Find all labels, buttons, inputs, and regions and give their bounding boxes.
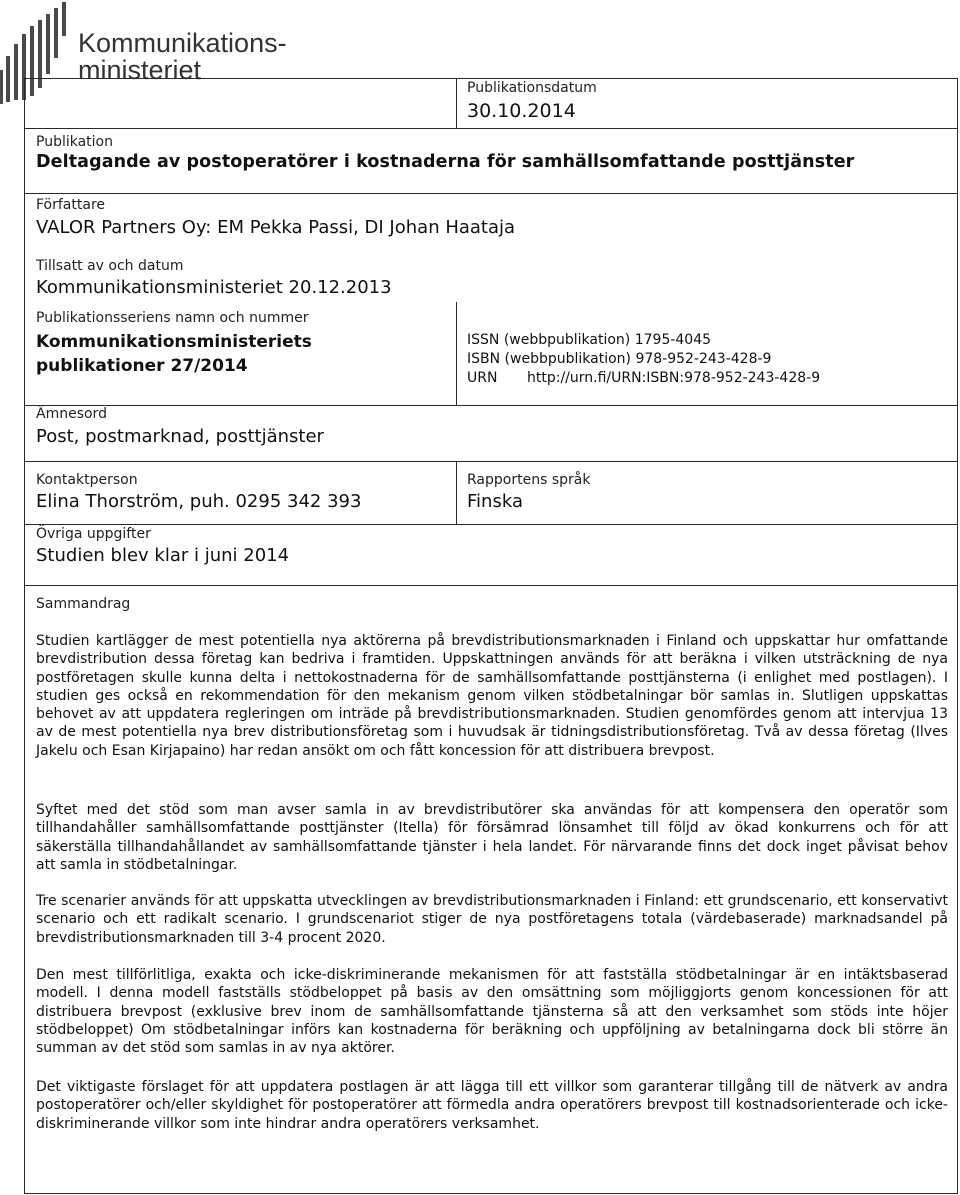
urn-label: URN xyxy=(467,370,498,386)
urn-link[interactable]: http://urn.fi/URN:ISBN:978-952-243-428-9 xyxy=(527,370,821,386)
publication-label: Publikation xyxy=(36,134,113,150)
summary-paragraph: Syftet med det stöd som man avser samla in av brevdistributörer ska användas för att kompensera den operatör som tillhandahåller samhällsomfattande posttjänster (Itella) för försämrad lönsamhet till följd av ökad konkurrens och för att säkerställa tillhandahållandet av samhällsomfattande tjänster i hela landet. För närvarande finns det dock inget påvisat behov att samla in stödbetalningar. xyxy=(36,802,948,873)
language-value: Finska xyxy=(467,491,523,512)
logo-line-2: ministeriet xyxy=(78,55,202,85)
author-label: Författare xyxy=(36,197,106,213)
author-value: VALOR Partners Oy: EM Pekka Passi, DI Johan Haataja xyxy=(36,217,516,238)
issn-value: ISSN (webbpublikation) 1795-4045 xyxy=(467,332,712,348)
isbn-value: ISBN (webbpublikation) 978-952-243-428-9 xyxy=(467,351,772,367)
summary-paragraph: Studien kartlägger de mest potentiella nya aktörerna på brevdistributionsmarknaden i Finland och uppskattar hur omfattande brevdistribution dessa företag kan bedriva i framtiden. Uppskattningen används för att beräkna i vilken utsträckning de nya postföretagen skulle kunna delta i nettokostnaderna för de samhällsomfattande posttjänsterna (i enlighet med postlagen). I studien ges också en rekommendation för den mekanism genom vilken stödbetalningar bör samlas in. Slutligen uppskattas behovet av att uppdatera regleringen om inträde på brevdistributionsmarknaden. Studien genomfördes genom att intervjua 13 av de mest potentiella nya brev distributionsföretag som i huvudsak är tidningsdistributionsföretag. Två av dessa företag (Ilves Jakelu och Esan Kirjapaino) har redan ansökt om och fått koncession för att distribuera brevpost. xyxy=(36,633,948,759)
summary-paragraph: Den mest tillförlitliga, exakta och icke-diskriminerande mekanismen för att fastställa stödbetalningar är en intäktsbaserad modell. I denna modell fastställs stödbeloppet på basis av den omsättning som möjliggjorts genom koncessionen för att distribuera brevpost (exklusive brev inom de samhällsomfattande tjänsterna så att den verksamhet som stöds inte höjer stödbeloppet) Om stödbetalningar införs kan kostnaderna för beräkning och uppföljning av betalningarna dock bli större än summan av det stöd som samlas in av nya aktörer. xyxy=(36,967,948,1057)
other-value: Studien blev klar i juni 2014 xyxy=(36,545,290,566)
series-label: Publikationsseriens namn och nummer xyxy=(36,310,309,326)
divider xyxy=(24,524,958,525)
divider xyxy=(24,585,958,586)
pubdate-value: 30.10.2014 xyxy=(467,100,576,122)
keywords-label: Ämnesord xyxy=(36,406,107,422)
contact-value: Elina Thorström, puh. 0295 342 393 xyxy=(36,491,362,512)
divider xyxy=(24,128,958,129)
divider xyxy=(24,405,958,406)
summary-paragraph: Tre scenarier används för att uppskatta utvecklingen av brevdistributionsmarknaden i Finland: ett grundscenario, ett konservativt scenario och ett radikalt scenario. I grundscenariot stiger de nya postföretagens totala (värdebaserade) marknadsandel på brevdistributionsmarknaden till 3-4 procent 2020. xyxy=(36,893,948,946)
series-line-1: Kommunikationsministeriets xyxy=(36,332,312,352)
summary-label: Sammandrag xyxy=(36,596,131,612)
commissioned-value: Kommunikationsministeriet 20.12.2013 xyxy=(36,277,392,298)
divider xyxy=(24,193,958,194)
other-label: Övriga uppgifter xyxy=(36,526,151,542)
language-label: Rapportens språk xyxy=(467,472,591,488)
divider xyxy=(456,302,457,405)
logo-line-1: Kommunikations- xyxy=(78,28,287,58)
divider xyxy=(456,461,457,524)
divider xyxy=(456,78,457,128)
contact-label: Kontaktperson xyxy=(36,472,138,488)
commissioned-label: Tillsatt av och datum xyxy=(36,258,184,274)
series-line-2: publikationer 27/2014 xyxy=(36,356,248,376)
divider xyxy=(24,461,958,462)
summary-paragraph: Det viktigaste förslaget för att uppdatera postlagen är att lägga till ett villkor som garanterar tillgång till de nätverk av andra postoperatörer och/eller skyldighet för postoperatörer att förmedla andra operatörers brevpost till kostnadsorienterade och icke-diskriminerande villkor som inte hindrar andra operatörers verksamhet. xyxy=(36,1079,948,1132)
keywords-value: Post, postmarknad, posttjänster xyxy=(36,426,324,447)
publication-title: Deltagande av postoperatörer i kostnaderna för samhällsomfattande posttjänster xyxy=(36,152,855,172)
pubdate-label: Publikationsdatum xyxy=(467,80,597,96)
